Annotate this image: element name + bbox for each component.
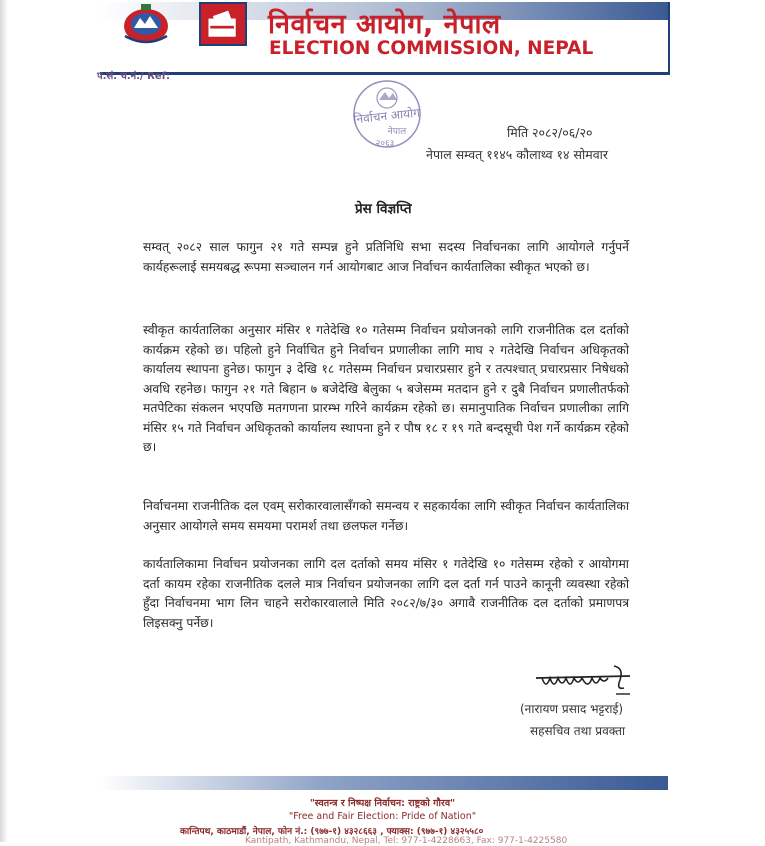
- stamp-subtext: नेपाल: [387, 127, 407, 137]
- date-line: मिति २०८२/०६/२०: [507, 125, 593, 140]
- stamp-text: निर्वाचन आयोग: [352, 105, 421, 127]
- document-heading: प्रेस विज्ञप्ति: [355, 201, 412, 217]
- footer-address-nepali: कान्तिपथ, काठमाडौं, नेपाल, फोन नं.: (९७७-१) ४३२८६६३ , फ्याक्स: (९७७-१) ४३२५५८०: [180, 827, 484, 837]
- footer-gradient-bar: [100, 776, 668, 790]
- paragraph-2: स्वीकृत कार्यतालिका अनुसार मंसिर १ गतेदेखि १० गतेसम्म निर्वाचन प्रयोजनको लागि राजनीतिक दल दर्ताको कार्यक्रम रहेको छ। पहिलो हुने निर्वाचित हुने निर्वाचन प्रणालीका लागि माघ २ गतेदेखि निर्वाचन अधिकृतको कार्यालय स्थापना हुनेछ। फागुन ३ देखि १८ गतेसम्म निर्वाचन प्रचारप्रसार हुने र तत्पश्चात् प्रचारप्रसार निषेधको अवधि रहनेछ। फागुन २१ गते बिहान ७ बजेदेखि बेलुका ५ बजेसम्म मतदान हुने र दुबै निर्वाचन प्रणालीतर्फको मतपेटिका संकलन भएपछि मतगणना प्रारम्भ गरिने कार्यक्रम रहेको छ। समानुपातिक निर्वाचन प्रणालीका लागि मंसिर १५ गते निर्वाचन अधिकृतको कार्यालय स्थापना हुने र पौष १८ र १९ गते बन्दसूची पेश गर्ने कार्यक्रम रहेको छ।: [143, 323, 629, 454]
- election-commission-logo-icon: [199, 2, 247, 46]
- footer-motto-english: "Free and Fair Election: Pride of Nation": [288, 811, 477, 822]
- header-title-nepali: निर्वाचन आयोग, नेपाल: [268, 9, 501, 40]
- nepal-emblem-icon: [117, 2, 175, 46]
- footer-address-english: Kantipath, Kathmandu, Nepal, Tel: 977-1-4228663, Fax: 977-1-4225580: [245, 836, 568, 846]
- header-title-english: ELECTION COMMISSION, NEPAL: [269, 38, 594, 59]
- page-edge-shadow: [0, 0, 8, 842]
- stamp-year: २०६३: [375, 139, 395, 149]
- handwritten-signature-icon: [532, 660, 634, 700]
- signatory-name: (नारायण प्रसाद भट्टराई): [520, 702, 624, 716]
- signatory-designation: सहसचिव तथा प्रवक्ता: [530, 724, 626, 738]
- paragraph-4: कार्यतालिकामा निर्वाचन प्रयोजनका लागि दल दर्ताको समय मंसिर १ गतेदेखि १० गतेसम्म रहेको र आयोगमा दर्ता कायम रहेका राजनीतिक दलले मात्र निर्वाचन प्रयोजनका लागि दल दर्ता गर्न पाउने कानूनी व्यवस्था रहेको हुँदा निर्वाचनमा भाग लिन चाहने सरोकारवालाले मिति २०८२/७/३० अगावै राजनीतिक दल दर्ताको प्रमाणपत्र लिइसक्नु पर्नेछ।: [143, 557, 629, 630]
- official-stamp-icon: [335, 78, 439, 150]
- nepal-sambat-date-line: नेपाल सम्वत् ११४५ कौलाथ्व १४ सोमवार: [426, 147, 608, 162]
- footer-motto-nepali: "स्वतन्त्र र निष्पक्ष निर्वाचन: राष्ट्रको गौरव": [309, 798, 456, 809]
- reference-label: प.सं. च.नं./ Ref:: [97, 71, 170, 82]
- paragraph-3: निर्वाचनमा राजनीतिक दल एवम् सरोकारवालासँगको समन्वय र सहकार्यका लागि स्वीकृत निर्वाचन कार्यतालिका अनुसार आयोगले समय समयमा परामर्श तथा छलफल गर्नेछ।: [143, 499, 629, 533]
- paragraph-1: सम्वत् २०८२ साल फागुन २१ गते सम्पन्न हुने प्रतिनिधि सभा सदस्य निर्वाचनका लागि आयोगले गर्नुपर्ने कार्यहरूलाई समयबद्ध रूपमा सञ्चालन गर्न आयोगबाट आज निर्वाचन कार्यतालिका स्वीकृत भएको छ।: [143, 240, 629, 274]
